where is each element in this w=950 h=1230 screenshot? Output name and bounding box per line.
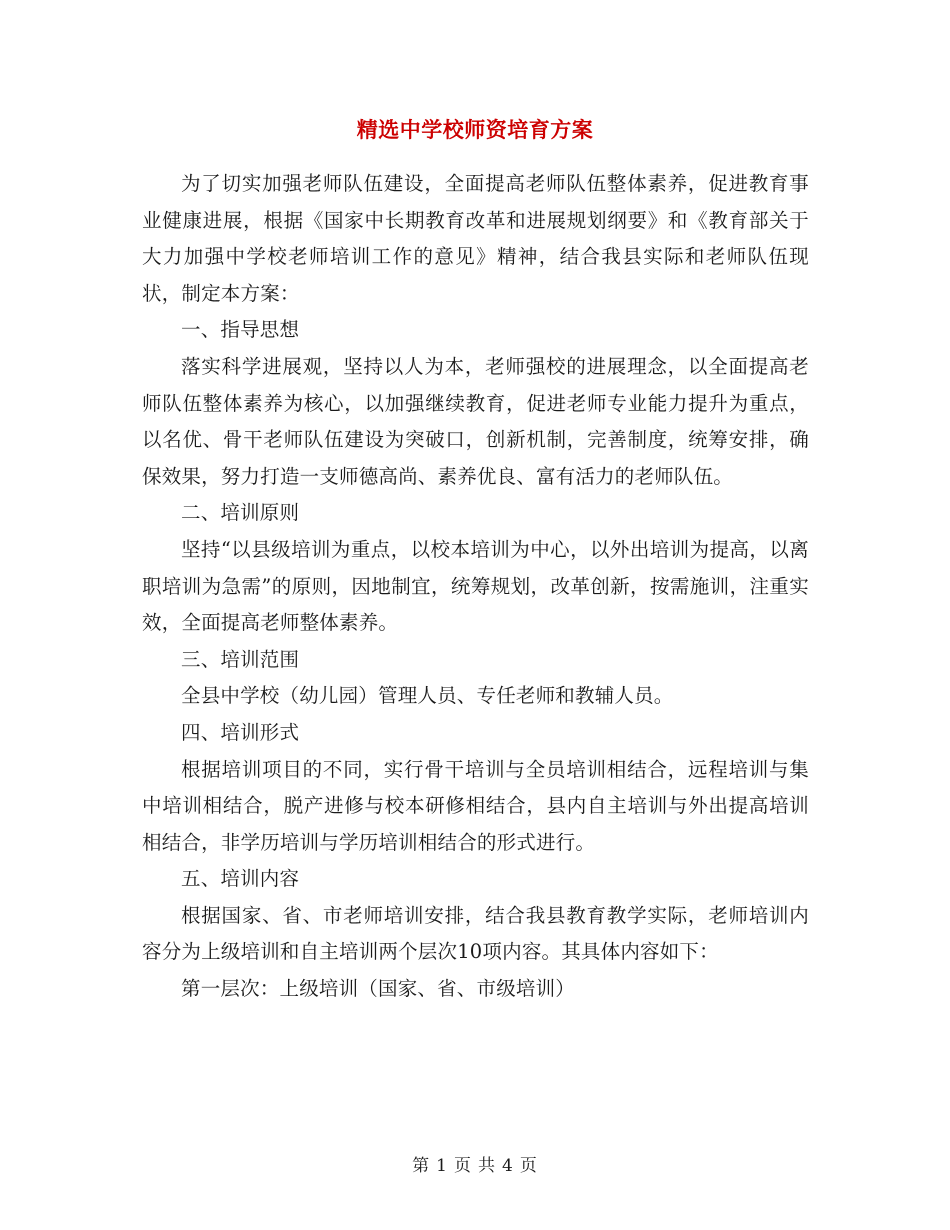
section-heading-training-principles: 二、培训原则 [181,501,300,525]
footer-suffix: 页 [519,1156,538,1176]
document-title: 精选中学校师资培育方案 [356,117,594,142]
footer-total-pages: 4 [502,1156,514,1176]
section-heading-guiding-ideology: 一、指导思想 [181,318,300,342]
paragraph-intro: 为了切实加强老师队伍建设，全面提高老师队伍整体素养，促进教育事业健康进展，根据《国家中长期教育改革和进展规划纲要》和《教育部关于大力加强中学校老师培训工作的意见》精神，结合我县实际和老师队伍现状，制定本方案： [142,172,809,305]
paragraph-training-scope: 全县中学校（幼儿园）管理人员、专任老师和教辅人员。 [181,684,674,708]
subsection-heading-first-level: 第一层次：上级培训（国家、省、市级培训） [181,977,576,1001]
footer-total-word: 共 [478,1156,496,1176]
document-body [142,166,809,1008]
footer-current-page: 1 [436,1156,448,1176]
paragraph-training-forms: 根据培训项目的不同，实行骨干培训与全员培训相结合，远程培训与集中培训相结合，脱产进修与校本研修相结合，县内自主培训与外出提高培训相结合，非学历培训与学历培训相结合的形式进行。 [142,757,809,854]
footer-page-word: 页 [454,1156,472,1176]
page-footer [0,1151,950,1176]
paragraph-guiding-ideology: 落实科学进展观，坚持以人为本，老师强校的进展理念，以全面提高老师队伍整体素养为核心，以加强继续教育，促进老师专业能力提升为重点，以名优、骨干老师队伍建设为突破口，创新机制，完善制度，统筹安排，确保效果，努力打造一支师德高尚、素养优良、富有活力的老师队伍。 [142,354,809,488]
section-heading-training-scope: 三、培训范围 [181,647,300,671]
paragraph-training-content: 根据国家、省、市老师培训安排，结合我县教育教学实际，老师培训内容分为上级培训和自主培训两个层次10项内容。其具体内容如下： [142,903,809,964]
section-heading-training-forms: 四、培训形式 [181,720,300,744]
section-heading-training-content: 五、培训内容 [181,867,300,891]
paragraph-training-principles: 坚持“以县级培训为重点，以校本培训为中心，以外出培训为提高，以离职培训为急需”的原则，因地制宜，统筹规划，改革创新，按需施训，注重实效，全面提高老师整体素养。 [142,537,809,635]
footer-prefix: 第 [412,1156,431,1176]
